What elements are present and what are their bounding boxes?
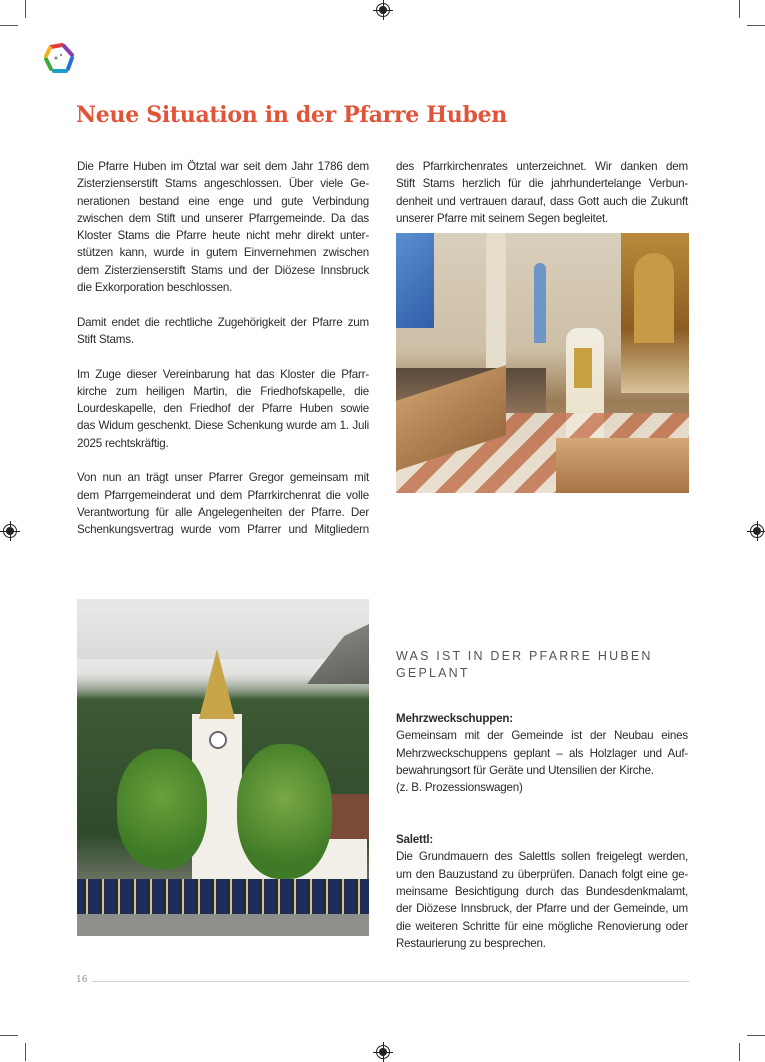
paragraph-gap — [77, 296, 369, 313]
crop-mark — [25, 1043, 26, 1061]
text-line: Stift Stams herzlich für die jahrhundertelange Verbun- — [396, 177, 688, 191]
paragraph-gap — [77, 348, 369, 365]
text-line: Kloster Stams die Pfarre heute nicht mehr direkt unter- — [77, 229, 369, 243]
text-line: unserer Pfarre mit seinem Segen begleitet. — [396, 211, 608, 225]
text-line: des Pfarrkirchenrates unterzeichnet. Wir danken dem — [396, 160, 688, 173]
text-line: Gemeinsam mit der Gemeinde ist der Neubau eines — [396, 729, 688, 743]
text-line: meinsame Besichtigung durch das Bundesdenkmalamt, — [396, 884, 688, 898]
text-line: Zisterzienserstift Stams angeschlossen. Über viele Ge- — [77, 177, 369, 191]
text-line: Im Zuge dieser Vereinbarung hat das Kloster die Pfarr- — [77, 367, 369, 381]
text-line: Die Pfarre Huben im Ötztal war seit dem Jahr 1786 dem — [77, 160, 369, 173]
article-left-column — [77, 158, 369, 539]
paragraph — [77, 469, 369, 538]
parish-logo-icon — [42, 41, 76, 75]
text-line: die weiteren Schritte für eine mögliche Renovierung oder — [396, 919, 688, 933]
registration-mark-icon — [376, 3, 390, 17]
paragraph — [396, 158, 688, 227]
paragraph — [77, 314, 369, 349]
crop-mark — [739, 0, 740, 18]
text-line: kirche zum heiligen Martin, die Friedhofskapelle, die — [77, 384, 369, 398]
paragraph — [77, 158, 369, 296]
heading-line: WAS IST IN DER PFARRE HUBEN — [396, 649, 653, 663]
text-line: Von nun an trägt unser Pfarrer Gregor gemeinsam mit — [77, 471, 369, 485]
text-line: um den Bauzustand zu überprüfen. Danach folgt eine ge- — [396, 867, 688, 881]
paragraph-gap — [77, 452, 369, 469]
planned-section-body — [396, 710, 688, 952]
text-line: (z. B. Prozessionswagen) — [396, 781, 523, 795]
text-line: Lourdeskapelle, den Friedhof der Pfarre Huben sowie — [77, 402, 369, 416]
footer-divider — [92, 981, 689, 982]
article-right-column — [396, 158, 688, 227]
text-line: das Widum geschenkt. Diese Schenkung wurde am 1. Juli — [77, 419, 369, 433]
text-line: bewahrungsort für Geräte und Utensilien der Kirche. — [396, 763, 654, 777]
crop-mark — [0, 25, 18, 26]
text-line: die Exkorporation beschlossen. — [77, 281, 233, 295]
registration-mark-icon — [750, 524, 764, 538]
text-line: Verantwortung für alle Angelegenheiten der Pfarre. Der — [77, 505, 369, 519]
text-line: stützen kann, wurde in gutem Einvernehmen zwischen — [77, 246, 369, 260]
paragraph — [77, 366, 369, 452]
text-line: Mehrzweckschuppens geplant – als Holzlager und Auf- — [396, 746, 688, 760]
page-number: 16 — [76, 975, 88, 985]
crop-mark — [25, 0, 26, 18]
heading-line: GEPLANT — [396, 666, 470, 680]
paragraph-gap — [396, 796, 688, 813]
text-line: dem Zisterzienserstift Stams und der Diözese Innsbruck — [77, 263, 369, 277]
crop-mark — [739, 1043, 740, 1061]
text-line: der Diözese Innsbruck, der Pfarre und der Gemeinde, um — [396, 902, 688, 916]
section-subtitle: Salettl: — [396, 833, 434, 847]
text-line: denheit und vertrauen darauf, dass Gott auch die Zukunft — [396, 194, 688, 208]
crop-mark — [0, 1035, 18, 1036]
text-line: Schenkungsvertrag wurde vom Pfarrer und Mitgliedern — [77, 523, 369, 537]
planned-section-heading — [396, 648, 688, 682]
section-subtitle: Mehrzweckschuppen: — [396, 712, 513, 725]
text-line: Stift Stams. — [77, 332, 134, 346]
text-line: Damit endet die rechtliche Zugehörigkeit der Pfarre zum — [77, 315, 369, 329]
church-interior-photo — [396, 233, 689, 493]
text-line: Die Grundmauern des Salettls sollen freigelegt werden, — [396, 850, 688, 864]
registration-mark-icon — [3, 524, 17, 538]
registration-mark-icon — [376, 1045, 390, 1059]
text-line: nerationen bestand eine enge und gute Verbindung — [77, 194, 369, 208]
page-title: Neue Situation in der Pfarre Huben — [76, 102, 507, 128]
text-line: 2025 rechtskräftig. — [77, 436, 169, 450]
text-line: dem Pfarrgemeinderat und dem Pfarrkirchenrat die volle — [77, 488, 369, 502]
crop-mark — [747, 25, 765, 26]
church-exterior-photo — [77, 599, 369, 936]
text-line: zwischen dem Stift und unserer Pfarrgemeinde. Da das — [77, 211, 369, 225]
text-line: Restaurierung zu besprechen. — [396, 936, 546, 950]
paragraph-gap — [396, 814, 688, 831]
crop-mark — [747, 1035, 765, 1036]
paragraph — [396, 848, 688, 952]
paragraph — [396, 727, 688, 796]
